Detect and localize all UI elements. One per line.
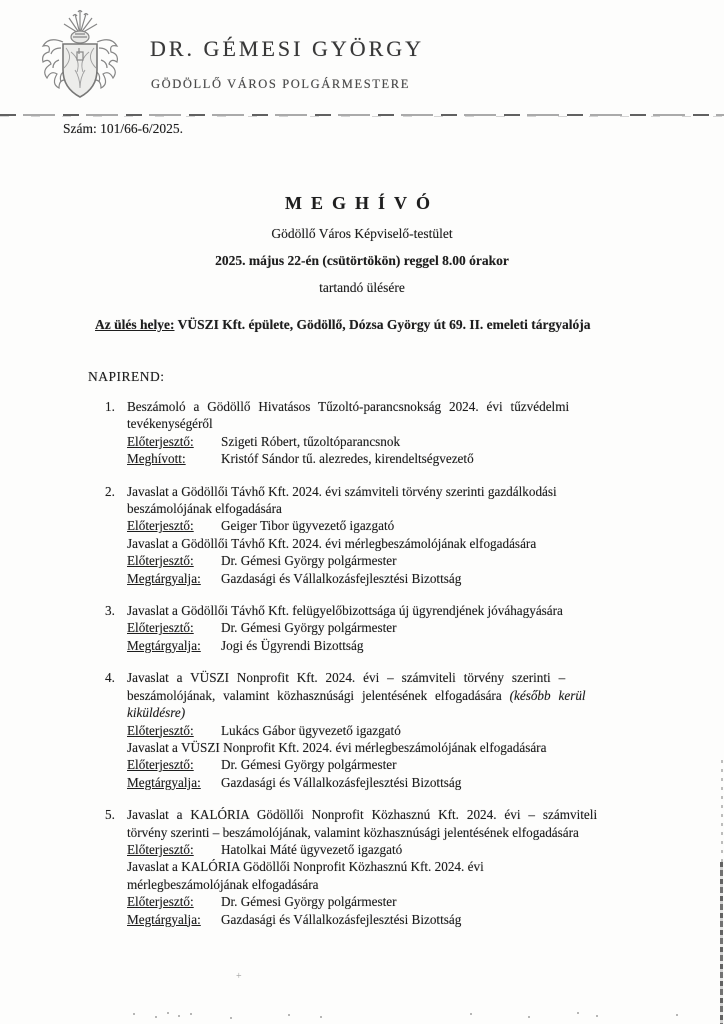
agenda-field-row [127,517,654,534]
coat-of-arms-icon [35,8,125,110]
agenda-field-label [127,619,221,636]
agenda-item-number: 5. [105,807,115,823]
agenda-item-text-line: Javaslat a VÜSZI Nonprofit Kft. 2024. évi mérlegbeszámolójának elfogadására [127,739,547,755]
agenda-field-label [127,722,221,739]
agenda-field-row [127,450,654,467]
agenda-field-value: Dr. Gémesi György polgármester [221,620,397,636]
meeting-location-text: VÜSZI Kft. épülete, Gödöllő, Dózsa György út 69. II. emeleti tárgyalója [174,317,591,332]
agenda-item-text-line: Javaslat a KALÓRIA Gödöllői Nonprofit Közhasznú Kft. 2024. évi [127,859,484,875]
agenda-field-label [127,911,221,928]
agenda-field-value: Hatolkai Máté ügyvezető igazgató [221,841,403,857]
agenda-item-italic-note: (később kerül [509,687,586,703]
agenda-field-value: Dr. Gémesi György polgármester [221,757,397,773]
agenda-field-value: Gazdasági és Vállalkozásfejlesztési Bizottság [221,570,462,586]
agenda-field-label [127,517,221,534]
agenda-field-row [127,637,654,654]
agenda-item-text-line: Javaslat a Gödöllői Távhő Kft. felügyelőbizottsága új ügyrendjének jóváhagyására [127,603,563,619]
agenda-field-value: Kristóf Sándor tű. alezredes, kirendeltségvezető [221,451,474,467]
agenda-item-text-line: mérlegbeszámolójának elfogadására [127,876,319,892]
agenda-item-text-line: beszámolójának, valamint közhasznúsági jelentésének elfogadására (később kerül [127,687,586,703]
meeting-location-label: Az ülés helye: [95,317,175,332]
agenda-item [105,398,665,468]
agenda-field-value: Gazdasági és Vállalkozásfejlesztési Bizottság [221,911,462,927]
agenda-item-number: 1. [105,399,115,414]
agenda-item-text-line: Beszámoló a Gödöllő Hivatásos Tűzoltó-parancsnokság 2024. évi tűzvédelmi [127,399,570,414]
agenda-heading: NAPIREND: [88,369,165,384]
agenda-field-row [127,619,654,636]
agenda-field-value: Dr. Gémesi György polgármester [221,553,397,569]
invitation-body-line: Gödöllő Város Képviselő-testület [271,226,453,241]
agenda-item-italic-note: kiküldésre) [127,705,186,721]
agenda-item-text-line: Javaslat a VÜSZI Nonprofit Kft. 2024. évi – számviteli törvény szerinti – [127,670,566,686]
letterhead-title: GÖDÖLLŐ VÁROS POLGÁRMESTERE [151,77,410,91]
agenda-field-label-text: Előterjesztő: [127,620,194,636]
agenda-field-label [127,552,221,569]
agenda-item-text-line: Javaslat a KALÓRIA Gödöllői Nonprofit Közhasznú Kft. 2024. évi – számviteli [127,807,598,823]
agenda-field-label [127,433,221,450]
agenda-field-label-text: Előterjesztő: [127,722,194,738]
letterhead-name: DR. GÉMESI GYÖRGY [150,36,425,61]
agenda-field-label-text: Előterjesztő: [127,894,194,910]
agenda-field-label-text: Előterjesztő: [127,433,194,449]
invitation-suffix-line: tartandó ülésére [319,280,405,295]
agenda-field-row [127,570,654,587]
agenda-field-label-text: Megtárgyalja: [127,774,201,790]
agenda-item-body [127,806,654,928]
agenda-item-body [127,669,654,791]
agenda-field-value: Gazdasági és Vállalkozásfejlesztési Bizottság [221,774,462,790]
agenda-field-row [127,433,654,450]
agenda-item-text-line: tevékenységéről [127,416,213,432]
agenda-item [105,669,665,791]
agenda-item-text-line: Javaslat a Gödöllői Távhő Kft. 2024. évi mérlegbeszámolójának elfogadására [127,535,537,551]
agenda-item-text-line: törvény szerinti – beszámolójának, valamint közhasznúsági jelentésének elfogadására [127,824,579,840]
scan-edge-artifact-faint [721,760,723,862]
agenda-item [105,602,665,654]
invitation-block [0,193,724,307]
agenda-field-label-text: Megtárgyalja: [127,911,201,927]
agenda-field-label [127,637,221,654]
agenda-item-body [127,602,654,654]
scan-plus-mark-artifact: + [236,971,242,982]
agenda-field-value: Jogi és Ügyrendi Bizottság [221,637,364,653]
agenda-field-label [127,774,221,791]
agenda-field-label [127,893,221,910]
agenda-item-text-line: beszámolójának elfogadására [127,501,282,517]
agenda-field-row [127,841,654,858]
agenda-field-label [127,450,221,467]
meeting-location-line [95,317,655,333]
agenda-field-value: Szigeti Róbert, tűzoltóparancsnok [221,433,401,449]
agenda-field-label-text: Megtárgyalja: [127,570,201,586]
agenda-field-row [127,893,654,910]
agenda-item-body [127,483,654,587]
agenda-field-label [127,756,221,773]
agenda-field-label-text: Előterjesztő: [127,841,194,857]
agenda-item-number: 3. [105,603,115,619]
agenda-field-row [127,552,654,569]
agenda-field-label-text: Megtárgyalja: [127,637,201,653]
agenda-field-label-text: Meghívott: [127,451,186,467]
agenda-list [105,398,665,943]
scan-divider-line-fuzz [0,116,724,117]
agenda-field-label-text: Előterjesztő: [127,757,194,773]
agenda-field-row [127,774,654,791]
agenda-field-value: Dr. Gémesi György polgármester [221,894,397,910]
agenda-field-label-text: Előterjesztő: [127,518,194,534]
agenda-item [105,483,665,587]
agenda-field-label [127,570,221,587]
agenda-field-row [127,756,654,773]
document-number: Szám: 101/66-6/2025. [63,121,183,136]
agenda-field-label-text: Előterjesztő: [127,553,194,569]
agenda-field-value: Geiger Tibor ügyvezető igazgató [221,518,395,534]
invitation-date-line: 2025. május 22-én (csütörtökön) reggel 8.00 órakor [215,253,509,268]
invitation-title: MEGHÍVÓ [284,193,439,213]
agenda-item-number: 4. [105,670,115,686]
agenda-field-value: Lukács Gábor ügyvezető igazgató [221,722,401,738]
agenda-item-number: 2. [105,483,115,499]
agenda-field-label [127,841,221,858]
agenda-item-text-line [127,704,654,721]
agenda-item-body [127,398,654,468]
agenda-field-row [127,911,654,928]
agenda-field-row [127,722,654,739]
scan-edge-artifact [720,862,723,1024]
agenda-item [105,806,665,928]
agenda-item-text-line: Javaslat a Gödöllői Távhő Kft. 2024. évi számviteli törvény szerinti gazdálkodási [127,483,557,499]
